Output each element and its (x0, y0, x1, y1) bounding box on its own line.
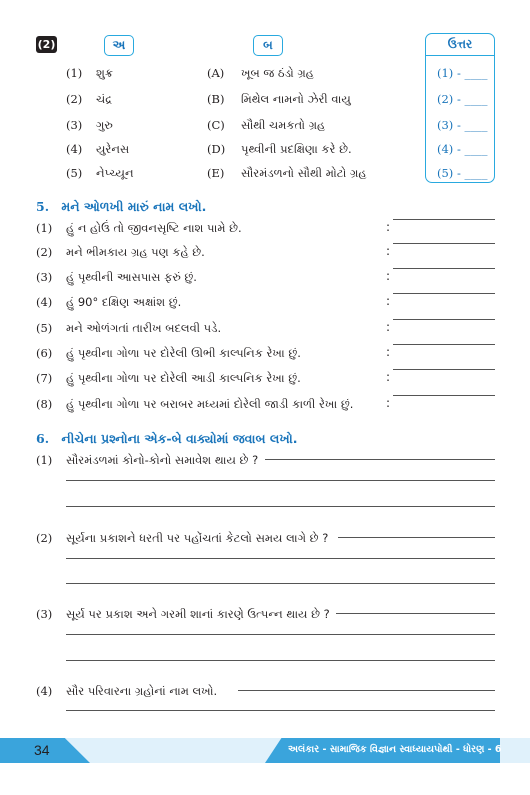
match-row-b: મિથેલ નામનો ઝેરી વાયુ (241, 92, 351, 106)
section-6-number: 6. (36, 431, 50, 446)
match-row-letter: (E) (207, 166, 225, 180)
match-row-b: ખૂબ જ ઠંડો ગ્રહ (241, 66, 314, 80)
match-row-letter: (B) (207, 92, 225, 106)
match-answer-blank[interactable]: (1) - ____ (437, 66, 488, 80)
match-row-b: સૌરમંડળનો સૌથી મોટો ગ્રહ (241, 166, 367, 180)
question-number-badge: (2) (37, 38, 56, 51)
match-row-num: (2) (66, 92, 83, 106)
answer-line[interactable] (393, 369, 495, 370)
section-5-title: મને ઓળખી મારું નામ લખો. (61, 199, 207, 214)
question-number: (4) (36, 684, 53, 698)
answer-line[interactable] (238, 690, 495, 691)
match-answer-blank[interactable]: (3) - ____ (437, 118, 488, 132)
answer-box-divider (425, 55, 495, 56)
match-row-a: ગુરુ (96, 118, 113, 132)
match-row-num: (5) (66, 166, 83, 180)
answer-line[interactable] (393, 395, 495, 396)
match-row-a: શુક્ર (96, 66, 113, 80)
answer-colon: : (386, 320, 391, 334)
question-number: (2) (36, 531, 53, 545)
answer-line[interactable] (338, 537, 495, 538)
footer-book-title: અલંકાર - સામાજિક વિજ્ઞાન સ્વાધ્યાયપોથી - ધોરણ - 6 (288, 744, 502, 755)
answer-header: ઉત્તર (447, 37, 473, 51)
answer-line[interactable] (393, 344, 495, 345)
question-number: (1) (36, 221, 53, 235)
question-text: સૂર્યના પ્રકાશને ધરતી પર પહોંચતાં કેટલો સમય લાગે છે ? (66, 531, 329, 545)
answer-line[interactable] (393, 243, 495, 244)
match-answer-blank[interactable]: (5) - ____ (437, 166, 488, 180)
match-row-num: (4) (66, 142, 83, 156)
section-6-heading (36, 431, 297, 447)
answer-colon: : (386, 345, 391, 359)
question-number: (5) (36, 321, 53, 335)
question-number: (7) (36, 371, 53, 385)
question-text: હું પૃથ્વીના ગોળા પર દોરેલી ઊભી કાલ્પનિક રેખા છું. (66, 346, 301, 360)
question-text: હું પૃથ્વીના ગોળા પર બરાબર મધ્યમાં દોરેલી જાડી કાળી રેખા છું. (66, 397, 354, 411)
answer-line[interactable] (66, 480, 495, 481)
column-b-header: બ (253, 35, 283, 56)
question-text: સૌરમંડળમાં કોનો-કોનો સમાવેશ થાય છે ? (66, 453, 259, 467)
match-row-letter: (A) (207, 66, 225, 80)
match-row-b: સૌથી ચમકતો ગ્રહ (241, 118, 326, 132)
answer-line[interactable] (265, 459, 495, 460)
question-number: (1) (36, 453, 53, 467)
answer-line[interactable] (336, 613, 495, 614)
answer-line[interactable] (393, 268, 495, 269)
match-row-num: (3) (66, 118, 83, 132)
answer-line[interactable] (66, 634, 495, 635)
match-row-a: યુરેનસ (96, 142, 130, 156)
match-row-num: (1) (66, 66, 83, 80)
question-number: (2) (36, 245, 53, 259)
answer-line[interactable] (66, 506, 495, 507)
answer-colon: : (386, 370, 391, 384)
section-5-heading (36, 199, 206, 215)
answer-colon: : (386, 396, 391, 410)
match-row-a: ચંદ્ર (96, 92, 112, 106)
answer-line[interactable] (393, 319, 495, 320)
answer-colon: : (386, 220, 391, 234)
question-number: (6) (36, 346, 53, 360)
match-row-a: નેપ્ચ્યૂન (96, 166, 134, 180)
question-number: (3) (36, 270, 53, 284)
question-number: (8) (36, 397, 53, 411)
question-text: સૌર પરિવારના ગ્રહોનાં નામ લખો. (66, 684, 218, 698)
answer-line[interactable] (66, 558, 495, 559)
question-number: (3) (36, 607, 53, 621)
section-5-number: 5. (36, 199, 50, 214)
answer-line[interactable] (393, 293, 495, 294)
answer-line[interactable] (66, 583, 495, 584)
question-text: સૂર્ય પર પ્રકાશ અને ગરમી શાનાં કારણે ઉત્પન્ન થાય છે ? (66, 607, 330, 621)
question-text: મને ઓળંગતાં તારીખ બદલવી પડે. (66, 321, 222, 335)
section-6-title: નીચેના પ્રશ્નોના એક-બે વાક્યોમાં જવાબ લખો. (61, 431, 298, 446)
match-row-letter: (D) (207, 142, 226, 156)
column-a-header: અ (104, 35, 134, 56)
match-answer-blank[interactable]: (4) - ____ (437, 142, 488, 156)
answer-line[interactable] (393, 219, 495, 220)
question-text: હું પૃથ્વીના ગોળા પર દોરેલી આડી કાલ્પનિક રેખા છું. (66, 371, 301, 385)
question-text: મને ભીમકાય ગ્રહ પણ કહે છે. (66, 245, 205, 259)
question-text: હું પૃથ્વીની આસપાસ ફરું છું. (66, 270, 197, 284)
match-row-b: પૃથ્વીની પ્રદક્ષિણા કરે છે. (241, 142, 352, 156)
answer-colon: : (386, 269, 391, 283)
question-text: હું ન હોઉં તો જીવનસૃષ્ટિ નાશ પામે છે. (66, 221, 242, 235)
answer-line[interactable] (66, 660, 495, 661)
match-row-letter: (C) (207, 118, 225, 132)
answer-colon: : (386, 244, 391, 258)
answer-line[interactable] (66, 710, 495, 711)
question-text: હું 90° દક્ષિણ અક્ષાંશ છું. (66, 295, 182, 309)
page-number: 34 (34, 742, 50, 758)
match-answer-blank[interactable]: (2) - ____ (437, 92, 488, 106)
answer-colon: : (386, 294, 391, 308)
question-number: (4) (36, 295, 53, 309)
